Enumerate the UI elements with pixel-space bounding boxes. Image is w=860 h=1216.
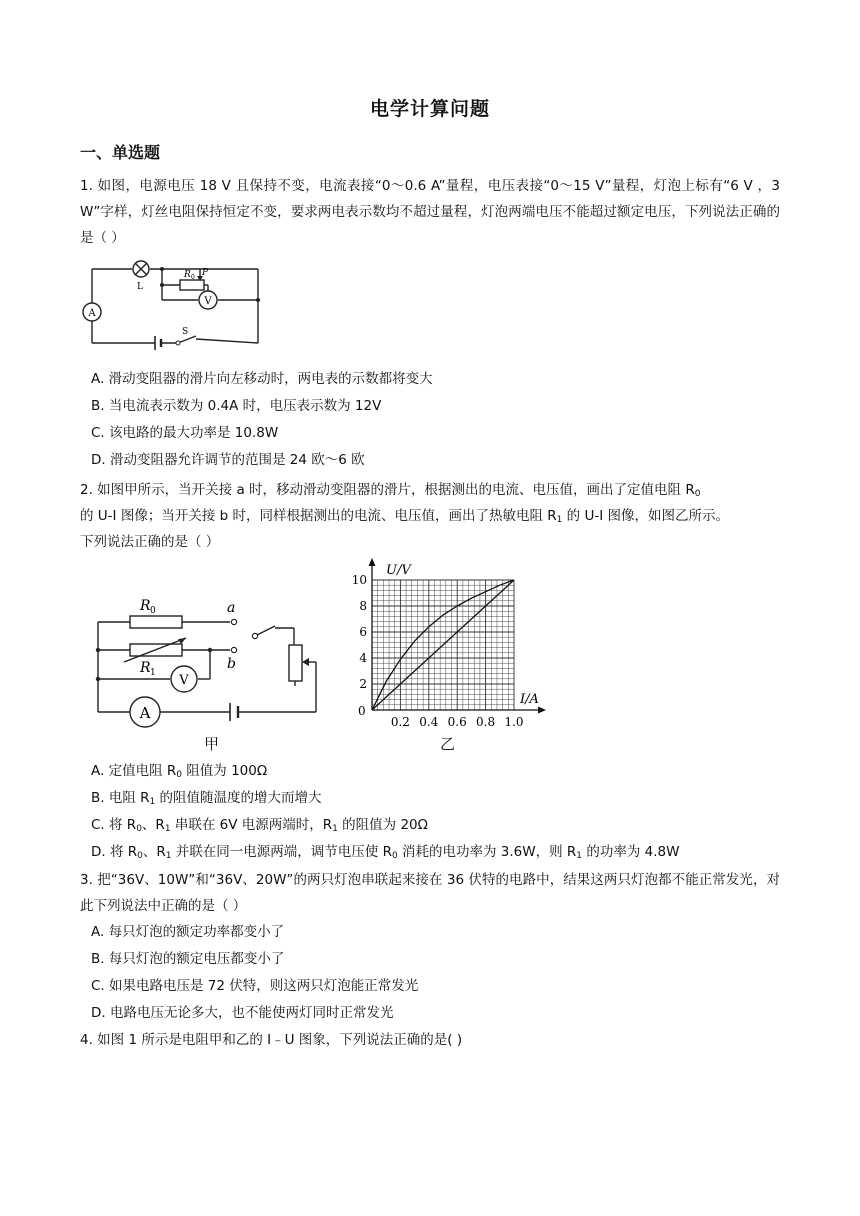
chart-origin-label: 0 [358,704,366,718]
chart-y-axis-label: U/V [386,563,411,578]
q1-option-d[interactable]: D. 滑动变阻器允许调节的范围是 24 欧～6 欧 [91,452,365,468]
q1-option-b[interactable]: B. 当电流表示数为 0.4A 时，电压表示数为 12V [91,398,382,414]
question-4-text: 4. 如图 1 所示是电阻甲和乙的 I﹣U 图象，下列说法正确的是( ) [80,1032,463,1048]
page-title: 电学计算问题 [369,98,490,120]
y-tick-label: 10 [351,573,367,587]
y-tick-label: 4 [359,651,367,665]
q1-switch-label: S [182,327,189,337]
question-2-text: 2. 如图甲所示，当开关接 a 时，移动滑动变阻器的滑片，根据测出的电流、电压值，画出了定值电阻 $R_0$ 的 U-I 图像；当开关接 b 时，同样根据测出的电流、电压值，画出了热敏电阻 $R_1$ 的 U-I 图像，如图乙所示。 下列说法正确的是（ ） [80,482,729,550]
q3-option-b[interactable]: B. 每只灯泡的额定电压都变小了 [91,951,285,967]
q3-option-a[interactable]: A. 每只灯泡的额定功率都变小了 [91,924,285,940]
q1-option-a[interactable]: A. 滑动变阻器的滑片向左移动时，两电表的示数都将变大 [91,371,433,387]
x-tick-label: 1.0 [504,715,524,729]
q1-voltmeter-label: V [204,296,212,307]
q2-option-b[interactable]: B. 电阻 $R_1$ 的阻值随温度的增大而增大 [91,790,322,807]
question-3-text: 3. 把“36V、10W”和“36V、20W”的两只灯泡串联起来接在 36 伏特的电路中，结果这两只灯泡都不能正常发光，对此下列说法中正确的是（ ） [80,872,780,914]
chart-series [372,580,514,710]
y-tick-label: 6 [359,625,367,639]
q2-option-a[interactable]: A. 定值电阻 $R_0$ 阻值为 100Ω [91,763,268,780]
q3-option-d[interactable]: D. 电路电压无论多大，也不能使两灯同时正常发光 [91,1005,394,1021]
question-1-text: 1. 如图，电源电压 18 V 且保持不变，电流表接“0～0.6 A”量程，电压表接“0～15 V”量程，灯泡上标有“6 V ，3 W”字样，灯丝电阻保持恒定不变，要求两电表示数均不超过量程，灯泡两端电压不能超过额定电压，下列说法正确的是（ ） [80,178,780,246]
x-tick-label: 0.8 [476,715,496,729]
q2-ammeter-label: A [139,704,151,722]
r0-label: R [140,598,151,614]
y-axis-arrow [369,558,376,566]
x-tick-label: 0.6 [447,715,467,729]
terminal-a-label: a [227,600,236,616]
q1-lamp-label: L [137,282,143,292]
q2-option-d[interactable]: D. 将 $R_0$、$R_1$ 并联在同一电源两端，调节电压使 $R_0$ 消耗的电功率为 3.6W，则 $R_1$ 的功率为 4.8W [91,844,680,861]
u-i-chart [340,560,560,740]
x-axis-arrow [538,707,546,714]
r1-label: R [140,660,151,676]
q2-voltmeter-label: V [179,673,189,688]
q1-rheostat-subscript: 0 [191,274,195,281]
question-2-circuit-diagram [90,590,330,725]
r1-subscript: 1 [150,668,156,678]
terminal-b-label: b [227,656,236,672]
figure-yi-caption: 乙 [440,735,456,753]
figure-jia-caption: 甲 [204,735,220,753]
r0-subscript: 0 [150,606,156,616]
question-1-circuit-diagram [78,263,268,353]
section-title: 一、单选题 [80,143,161,162]
q2-option-c[interactable]: C. 将 $R_0$、$R_1$ 串联在 6V 电源两端时，$R_1$ 的阻值为 20Ω [91,817,428,834]
y-tick-label: 8 [359,599,367,613]
q1-option-c[interactable]: C. 该电路的最大功率是 10.8W [91,425,279,441]
x-tick-label: 0.2 [390,715,410,729]
q1-slider-label: P [202,268,209,278]
q1-ammeter-label: A [88,308,96,319]
x-tick-label: 0.4 [419,715,439,729]
chart-x-axis-label: I/A [520,692,539,707]
q3-option-c[interactable]: C. 如果电路电压是 72 伏特，则这两只灯泡能正常发光 [91,978,419,994]
q1-rheostat-label: R [184,270,191,280]
series-line-1 [372,580,514,710]
y-tick-label: 2 [359,677,367,691]
